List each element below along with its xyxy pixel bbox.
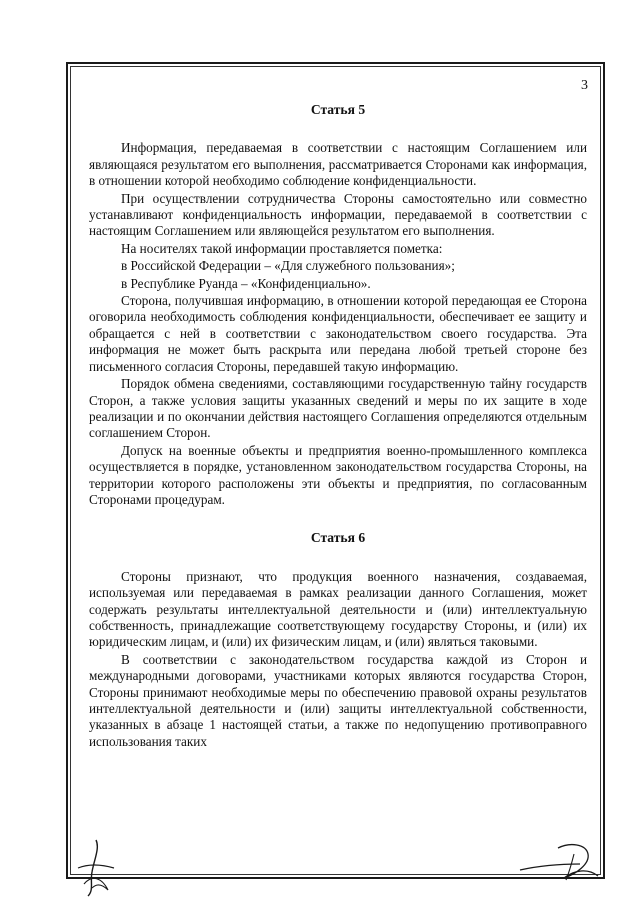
- article-5-paragraph-5: в Республике Руанда – «Конфиденциально».: [121, 275, 371, 291]
- article-5-paragraph-2: При осуществлении сотрудничества Стороны самостоятельно или совместно устанавливают конфиденциальность информации, передаваемой в соответствии с настоящим Соглашением или являющейся результатом его выполнения.: [89, 190, 587, 239]
- article-5-paragraph-7: Порядок обмена сведениями, составляющими государственную тайну государств Сторон, а также условия защиты указанных сведений и меры по их защите в ходе реализации и по окончании действия настоящего Соглашения определяются отдельным соглашением Сторон.: [89, 376, 587, 441]
- article-6-paragraph-2: В соответствии с законодательством государства каждой из Сторон и международными договорами, участниками которых являются государства Сторон, Стороны принимают необходимые меры по обеспечению правовой охраны результатов интеллектуальной деятельности и (или) защиты интеллектуальной собственности, указанных в абзаце 1 настоящей статьи, а также по недопущению противоправного использования таких: [89, 651, 587, 749]
- article-6-paragraph-1: Стороны признают, что продукция военного назначения, создаваемая, используемая или передаваемая в рамках реализации данного Соглашения, может содержать результаты интеллектуальной деятельности и (или) интеллектуальную собственность, принадлежащие соответствующему государству Стороны, и (или) их юридическим лицам, и (или) их физическим лицам, и (или) являться таковыми.: [89, 568, 587, 650]
- article-5-paragraph-1: Информация, передаваемая в соответствии с настоящим Соглашением или являющаяся результатом его выполнения, рассматривается Сторонами как информация, в отношении которой необходимо соблюдение конфиденциальности.: [89, 140, 587, 189]
- article-5-paragraph-4: в Российской Федерации – «Для служебного пользования»;: [121, 258, 455, 274]
- page-number: 3: [581, 78, 588, 93]
- article-6-title: Статья 6: [310, 530, 366, 546]
- article-5-paragraph-3: На носителях такой информации проставляется пометка:: [121, 240, 443, 256]
- article-5-title: Статья 5: [310, 102, 366, 117]
- article-5-paragraph-8: Допуск на военные объекты и предприятия военно-промышленного комплекса осуществляется в порядке, установленном законодательством государства Стороны, на территории которого расположены эти объекты и предприятия, по согласованным Сторонами процедурам.: [89, 442, 587, 507]
- document-body: [89, 102, 587, 751]
- article-5-paragraph-6: Сторона, получившая информацию, в отношении которой передающая ее Сторона оговорила необходимость соблюдения конфиденциальности, обеспечивает ее защиту и обращается с ней в соответствии с законодательством своего государства. Эта информация не может быть раскрыта или передана любой третьей стороне без письменного согласия Стороны, передавшей такую информацию.: [89, 293, 587, 374]
